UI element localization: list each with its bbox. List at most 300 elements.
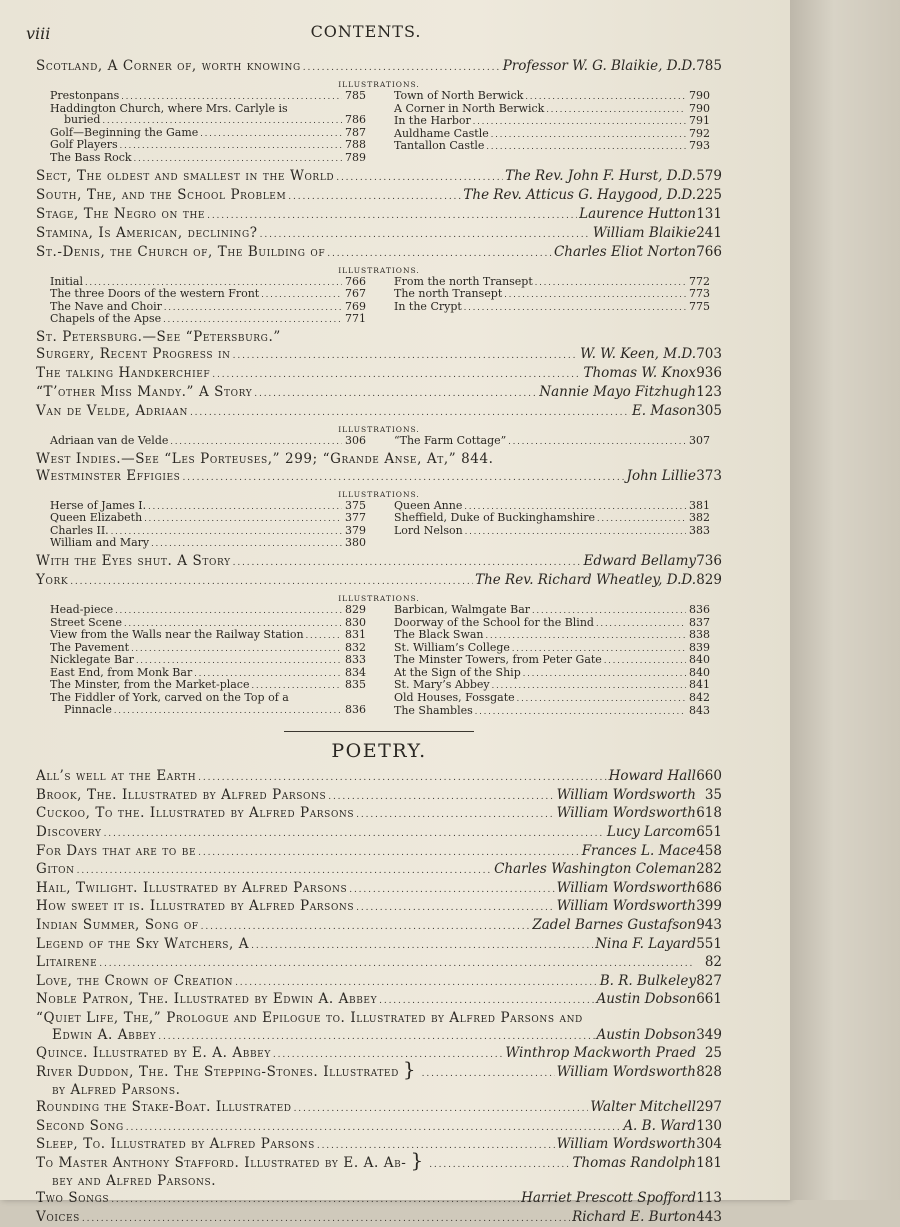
- entry-author: Howard Hall: [609, 768, 696, 785]
- illustration-page: 381: [688, 500, 710, 512]
- entry-page: 443: [696, 1209, 722, 1226]
- toc-entry: [36, 1045, 722, 1064]
- toc-entry: [36, 572, 722, 591]
- illustrations-list: [36, 500, 722, 550]
- entry-page: 766: [696, 244, 722, 261]
- illustration-page: 837: [688, 617, 710, 629]
- illustration-page: 383: [688, 525, 710, 537]
- entry-author: William Wordsworth: [557, 805, 696, 822]
- dot-leader: [151, 537, 342, 550]
- entry-page: 123: [696, 384, 722, 401]
- entry-title: Westminster Effigies: [36, 468, 180, 485]
- entry-title: South, The, and the School Problem: [36, 187, 286, 204]
- entry-author: Austin Dobson: [597, 991, 696, 1008]
- illustration-page: 790: [688, 103, 710, 115]
- entry-title: Surgery, Recent Progress in: [36, 346, 231, 363]
- entry-page: 827: [696, 973, 722, 990]
- illustration-page: 842: [688, 692, 710, 704]
- dot-leader: [596, 617, 686, 630]
- entry-author: W. W. Keen, M.D.: [580, 346, 696, 363]
- toc-entry: [36, 880, 722, 899]
- toc-entry: [36, 1082, 722, 1099]
- entry-title: Cuckoo, To the. Illustrated by Alfred Parsons: [36, 805, 354, 822]
- entry-author: Thomas Randolph: [572, 1155, 696, 1172]
- illustration-item: [394, 629, 710, 642]
- illustration-title: Sheffield, Duke of Buckinghamshire: [394, 512, 595, 524]
- dot-leader: [233, 553, 582, 572]
- entry-author: John Lillie: [627, 468, 696, 485]
- illustration-title: The Bass Rock: [50, 152, 132, 164]
- entry-author: Richard E. Burton: [572, 1209, 696, 1226]
- entry-page: 297: [696, 1099, 722, 1116]
- dot-leader: [82, 1209, 570, 1227]
- dot-leader: [336, 168, 503, 187]
- illustration-page: 840: [688, 667, 710, 679]
- dot-leader: [200, 127, 342, 140]
- dot-leader: [136, 654, 342, 667]
- illustrations-left-column: [50, 276, 366, 326]
- illustration-title: Herse of James I.: [50, 500, 146, 512]
- illustration-item: [394, 301, 710, 314]
- entry-title: Edwin A. Abbey: [36, 1027, 156, 1044]
- illustration-page: 791: [688, 115, 710, 127]
- brace-mark: }: [410, 1155, 423, 1165]
- illustration-page: 382: [688, 512, 710, 524]
- entry-author: Walter Mitchell: [590, 1099, 696, 1116]
- dot-leader: [102, 114, 342, 127]
- toc-entry: [36, 1118, 722, 1137]
- dot-leader: [486, 140, 686, 153]
- toc-entry: [36, 1209, 722, 1227]
- entry-author: William Wordsworth: [557, 1064, 696, 1081]
- illustration-page: 836: [344, 704, 366, 716]
- dot-leader: [546, 103, 686, 116]
- dot-leader: [422, 1064, 555, 1083]
- illustration-title: Queen Anne: [394, 500, 462, 512]
- illustration-page: 769: [344, 301, 366, 313]
- entry-page: 399: [696, 898, 722, 915]
- toc-entry: [36, 1173, 722, 1190]
- entry-title: “T’other Miss Mandy.” A Story: [36, 384, 252, 401]
- toc-entry: [36, 824, 722, 843]
- entry-page: 130: [696, 1118, 722, 1135]
- entry-title: All’s well at the Earth: [36, 768, 196, 785]
- toc-entry: [36, 1027, 722, 1046]
- entry-author: Professor W. G. Blaikie, D.D.: [503, 58, 696, 75]
- illustration-title: Charles II.: [50, 525, 109, 537]
- entry-title: Stamina, Is American, declining?: [36, 225, 258, 242]
- illustration-title: In the Crypt: [394, 301, 462, 313]
- entry-title: Second Song: [36, 1118, 124, 1135]
- entry-author: William Wordsworth: [557, 1136, 696, 1153]
- dot-leader: [114, 704, 342, 717]
- entry-page: 82: [696, 954, 722, 971]
- illustration-item: [50, 537, 366, 550]
- illustrations-right-column: [394, 90, 710, 165]
- illustration-item: [50, 152, 366, 165]
- illustration-title: William and Mary: [50, 537, 149, 549]
- entry-page: 785: [696, 58, 722, 75]
- illustrations-right-column: [394, 435, 710, 448]
- toc-entry: [36, 898, 722, 917]
- illustration-title: Barbican, Walmgate Bar: [394, 604, 530, 616]
- illustration-page: 771: [344, 313, 366, 325]
- entry-page: 282: [696, 861, 722, 878]
- illustration-title: Adriaan van de Velde: [50, 435, 168, 447]
- entry-author: Charles Eliot Norton: [554, 244, 696, 261]
- entry-author: William Wordsworth: [557, 880, 696, 897]
- entry-title: Scotland, A Corner of, worth knowing: [36, 58, 301, 75]
- entry-author: Thomas W. Knox: [583, 365, 696, 382]
- dot-leader: [148, 500, 342, 513]
- illustration-page: 307: [688, 435, 710, 447]
- dot-leader: [251, 936, 593, 955]
- illustration-item: [50, 604, 366, 617]
- toc-entry: [36, 1099, 722, 1118]
- dot-leader: [464, 301, 686, 314]
- toc-entry: [36, 805, 722, 824]
- illustration-page: 380: [344, 537, 366, 549]
- illustrations-heading: ILLUSTRATIONS.: [36, 490, 722, 499]
- illustration-title: Pinnacle: [50, 704, 112, 716]
- dot-leader: [349, 880, 554, 899]
- dot-leader: [486, 629, 686, 642]
- toc-entry: [36, 1190, 722, 1209]
- dot-leader: [317, 1136, 555, 1155]
- toc-entry: [36, 787, 722, 806]
- dot-leader: [604, 654, 686, 667]
- dot-leader: [525, 90, 686, 103]
- dot-leader: [260, 225, 591, 244]
- illustrations-right-column: [394, 276, 710, 326]
- dot-leader: [212, 365, 581, 384]
- illustrations-heading: ILLUSTRATIONS.: [36, 425, 722, 434]
- illustration-page: 766: [344, 276, 366, 288]
- entry-title: Noble Patron, The. Illustrated by Edwin A. Abbey: [36, 991, 377, 1008]
- dot-leader: [158, 1027, 594, 1046]
- illustration-title: Lord Nelson: [394, 525, 463, 537]
- dot-leader: [131, 642, 342, 655]
- illustration-page: 839: [688, 642, 710, 654]
- entry-page: 686: [696, 880, 722, 897]
- entry-title: With the Eyes shut. A Story: [36, 553, 231, 570]
- entry-title: by Alfred Parsons.: [36, 1082, 181, 1099]
- illustration-page: 830: [344, 617, 366, 629]
- entry-page: 703: [696, 346, 722, 363]
- entry-page: 305: [696, 403, 722, 420]
- dot-leader: [115, 604, 342, 617]
- entry-author: William Wordsworth: [557, 898, 696, 915]
- illustration-page: 834: [344, 667, 366, 679]
- illustration-page: 831: [344, 629, 366, 641]
- entry-page: 35: [696, 787, 722, 804]
- dot-leader: [104, 824, 605, 843]
- dot-leader: [261, 288, 342, 301]
- illustration-title: Queen Elizabeth: [50, 512, 142, 524]
- entry-page: 304: [696, 1136, 722, 1153]
- illustration-title: The Black Swan: [394, 629, 484, 641]
- dot-leader: [121, 90, 342, 103]
- entry-page: 458: [696, 843, 722, 860]
- entry-title: Sleep, To. Illustrated by Alfred Parsons: [36, 1136, 315, 1153]
- entry-page: 618: [696, 805, 722, 822]
- entry-title: Stage, The Negro on the: [36, 206, 205, 223]
- illustration-title: St. William’s College: [394, 642, 510, 654]
- illustrations-right-column: [394, 604, 710, 717]
- illustration-title: View from the Walls near the Railway Station: [50, 629, 304, 641]
- illustrations-left-column: [50, 90, 366, 165]
- page-header: [26, 22, 706, 44]
- entry-page: 373: [696, 468, 722, 485]
- entry-title: River Duddon, The. The Stepping-Stones. Illustrated: [36, 1064, 399, 1081]
- entry-author: B. R. Bulkeley: [600, 973, 696, 990]
- entry-author: Winthrop Mackworth Praed: [505, 1045, 696, 1062]
- illustration-title: Prestonpans: [50, 90, 119, 102]
- entry-author: Charles Washington Coleman: [494, 861, 696, 878]
- entry-page: 936: [696, 365, 722, 382]
- illustration-title: Town of North Berwick: [394, 90, 523, 102]
- illustration-page: 829: [344, 604, 366, 616]
- toc-entry: [36, 1064, 722, 1083]
- page-title: CONTENTS.: [26, 22, 706, 41]
- page-number: viii: [26, 24, 50, 43]
- illustration-title: The Minster, from the Market-place: [50, 679, 249, 691]
- entry-title: York: [36, 572, 68, 589]
- poetry-heading: POETRY.: [36, 740, 722, 762]
- dot-leader: [508, 435, 686, 448]
- entry-title: Legend of the Sky Watchers, A: [36, 936, 249, 953]
- dot-leader: [273, 1045, 503, 1064]
- illustration-title: The Minster Towers, from Peter Gate: [394, 654, 602, 666]
- illustration-page: 775: [688, 301, 710, 313]
- toc-entry: [36, 1136, 722, 1155]
- illustration-title: The three Doors of the western Front: [50, 288, 259, 300]
- illustration-item: [50, 288, 366, 301]
- toc-entry: [36, 954, 722, 973]
- entry-author: Lucy Larcom: [607, 824, 696, 841]
- illustration-title: The Nave and Choir: [50, 301, 162, 313]
- dot-leader: [164, 301, 342, 314]
- illustration-page: 832: [344, 642, 366, 654]
- illustration-page: 835: [344, 679, 366, 691]
- entry-page: 579: [696, 168, 722, 185]
- dot-leader: [491, 128, 686, 141]
- entry-page: 131: [696, 206, 722, 223]
- entry-title: Sect, The oldest and smallest in the World: [36, 168, 334, 185]
- illustration-page: 788: [344, 139, 366, 151]
- illustration-item: [50, 629, 366, 642]
- illustration-page: 843: [688, 705, 710, 717]
- entry-author: Nannie Mayo Fitzhugh: [539, 384, 696, 401]
- toc-entry: [36, 936, 722, 955]
- entry-page: 349: [696, 1027, 722, 1044]
- entry-author: The Rev. Richard Wheatley, D.D.: [475, 572, 696, 589]
- entry-title: Quince. Illustrated by E. A. Abbey: [36, 1045, 271, 1062]
- dot-leader: [144, 512, 342, 525]
- entry-author: The Rev. Atticus G. Haygood, D.D.: [463, 187, 696, 204]
- entry-author: E. Mason: [632, 403, 696, 420]
- illustration-page: 377: [344, 512, 366, 524]
- illustration-item: [50, 90, 366, 103]
- illustration-item: [50, 512, 366, 525]
- dot-leader: [182, 468, 624, 487]
- entry-page: 828: [696, 1064, 722, 1081]
- toc-entry: [36, 58, 722, 77]
- illustration-page: 793: [688, 140, 710, 152]
- illustration-title: Old Houses, Fossgate: [394, 692, 515, 704]
- dot-leader: [429, 1155, 570, 1174]
- illustration-title: buried: [50, 114, 100, 126]
- illustration-title: The Fiddler of York, carved on the Top of a: [50, 692, 289, 704]
- toc-entry: [36, 225, 722, 244]
- entry-title: “Quiet Life, The,” Prologue and Epilogue to. Illustrated by Alfred Parsons and: [36, 1010, 583, 1027]
- illustration-item: [394, 435, 710, 448]
- toc-entry: [36, 553, 722, 572]
- dot-leader: [504, 288, 686, 301]
- illustration-item: [394, 140, 710, 153]
- illustration-page: 789: [344, 152, 366, 164]
- illustration-item: [50, 435, 366, 448]
- illustration-title: A Corner in North Berwick: [394, 103, 544, 115]
- entry-author: A. B. Ward: [623, 1118, 696, 1135]
- entry-page: 660: [696, 768, 722, 785]
- dot-leader: [356, 898, 554, 917]
- illustrations-list: [36, 604, 722, 717]
- dot-leader: [288, 187, 461, 206]
- dot-leader: [532, 604, 686, 617]
- illustrations-list: [36, 435, 722, 448]
- illustration-item: [50, 704, 366, 717]
- illustration-title: St. Mary’s Abbey: [394, 679, 490, 691]
- illustration-page: 767: [344, 288, 366, 300]
- toc-entry: [36, 365, 722, 384]
- dot-leader: [134, 152, 342, 165]
- illustration-item: [394, 288, 710, 301]
- dot-leader: [294, 1099, 589, 1118]
- entry-page: 829: [696, 572, 722, 589]
- dot-leader: [77, 861, 492, 880]
- toc-entry: [36, 346, 722, 365]
- entry-page: 181: [696, 1155, 722, 1172]
- dot-leader: [356, 805, 554, 824]
- illustration-title: Golf Players: [50, 139, 118, 151]
- dot-leader: [111, 1190, 519, 1209]
- illustration-item: [50, 692, 366, 704]
- illustration-item: [50, 114, 366, 127]
- dot-leader: [523, 667, 686, 680]
- illustration-item: [394, 90, 710, 103]
- dot-leader: [233, 346, 578, 365]
- entry-title: Indian Summer, Song of: [36, 917, 199, 934]
- illustration-page: 841: [688, 679, 710, 691]
- entry-title: Rounding the Stake-Boat. Illustrated: [36, 1099, 292, 1116]
- toc-entry: [36, 917, 722, 936]
- dot-leader: [201, 917, 531, 936]
- illustration-title: Auldhame Castle: [394, 128, 489, 140]
- illustration-title: “The Farm Cottage”: [394, 435, 506, 447]
- illustration-title: At the Sign of the Ship: [394, 667, 521, 679]
- illustration-title: Doorway of the School for the Blind: [394, 617, 594, 629]
- dot-leader: [327, 244, 552, 263]
- entry-title: For Days that are to be: [36, 843, 196, 860]
- illustration-item: [394, 604, 710, 617]
- illustration-page: 306: [344, 435, 366, 447]
- illustrations-heading: ILLUSTRATIONS.: [36, 594, 722, 603]
- illustration-page: 836: [688, 604, 710, 616]
- dot-leader: [126, 1118, 622, 1137]
- toc-entry: [36, 468, 722, 487]
- illustration-title: Street Scene: [50, 617, 122, 629]
- entry-author: Edward Bellamy: [583, 553, 696, 570]
- illustrations-left-column: [50, 500, 366, 550]
- illustration-title: From the north Transept: [394, 276, 533, 288]
- illustration-item: [394, 654, 710, 667]
- entry-title: To Master Anthony Stafford. Illustrated by E. A. Ab-: [36, 1155, 406, 1172]
- illustration-page: 787: [344, 127, 366, 139]
- dot-leader: [198, 843, 580, 862]
- entry-title: Hail, Twilight. Illustrated by Alfred Parsons: [36, 880, 347, 897]
- toc-entry: [36, 991, 722, 1010]
- dot-leader: [170, 435, 342, 448]
- entry-author: Austin Dobson: [597, 1027, 696, 1044]
- dot-leader: [120, 139, 342, 152]
- entry-page: 736: [696, 553, 722, 570]
- dot-leader: [190, 403, 630, 422]
- illustration-item: [394, 525, 710, 538]
- dot-leader: [306, 629, 342, 642]
- dot-leader: [517, 692, 686, 705]
- dot-leader: [198, 768, 606, 787]
- toc-entry: [36, 206, 722, 225]
- toc-entry: [36, 403, 722, 422]
- toc-entry: [36, 973, 722, 992]
- illustration-title: Haddington Church, where Mrs. Carlyle is: [50, 103, 288, 115]
- illustration-title: Head-piece: [50, 604, 113, 616]
- dot-leader: [492, 679, 686, 692]
- illustration-page: 379: [344, 525, 366, 537]
- dot-leader: [235, 973, 598, 992]
- illustration-item: [50, 313, 366, 326]
- entry-author: Frances L. Mace: [582, 843, 696, 860]
- entry-title: Brook, The. Illustrated by Alfred Parsons: [36, 787, 326, 804]
- entry-title: Giton: [36, 861, 75, 878]
- illustration-page: 840: [688, 654, 710, 666]
- illustration-item: [394, 692, 710, 705]
- toc-entry: [36, 168, 722, 187]
- dot-leader: [254, 384, 537, 403]
- entry-author: William Wordsworth: [557, 787, 696, 804]
- illustration-page: 773: [688, 288, 710, 300]
- brace-mark: }: [403, 1064, 416, 1074]
- illustration-title: The north Transept: [394, 288, 502, 300]
- entry-author: Nina F. Layard: [595, 936, 696, 953]
- illustration-title: Nicklegate Bar: [50, 654, 134, 666]
- entry-author: Zadel Barnes Gustafson: [532, 917, 696, 934]
- dot-leader: [465, 525, 686, 538]
- entry-page: 551: [696, 936, 722, 953]
- illustration-title: The Pavement: [50, 642, 129, 654]
- entry-page: 25: [696, 1045, 722, 1062]
- entry-title: bey and Alfred Parsons.: [36, 1173, 216, 1190]
- contents-list: [36, 58, 722, 1227]
- section-divider: [284, 731, 474, 732]
- entry-title: Voices: [36, 1209, 80, 1226]
- illustration-item: [394, 512, 710, 525]
- dot-leader: [379, 991, 594, 1010]
- toc-entry: [36, 768, 722, 787]
- toc-entry: [36, 861, 722, 880]
- dot-leader: [475, 705, 686, 718]
